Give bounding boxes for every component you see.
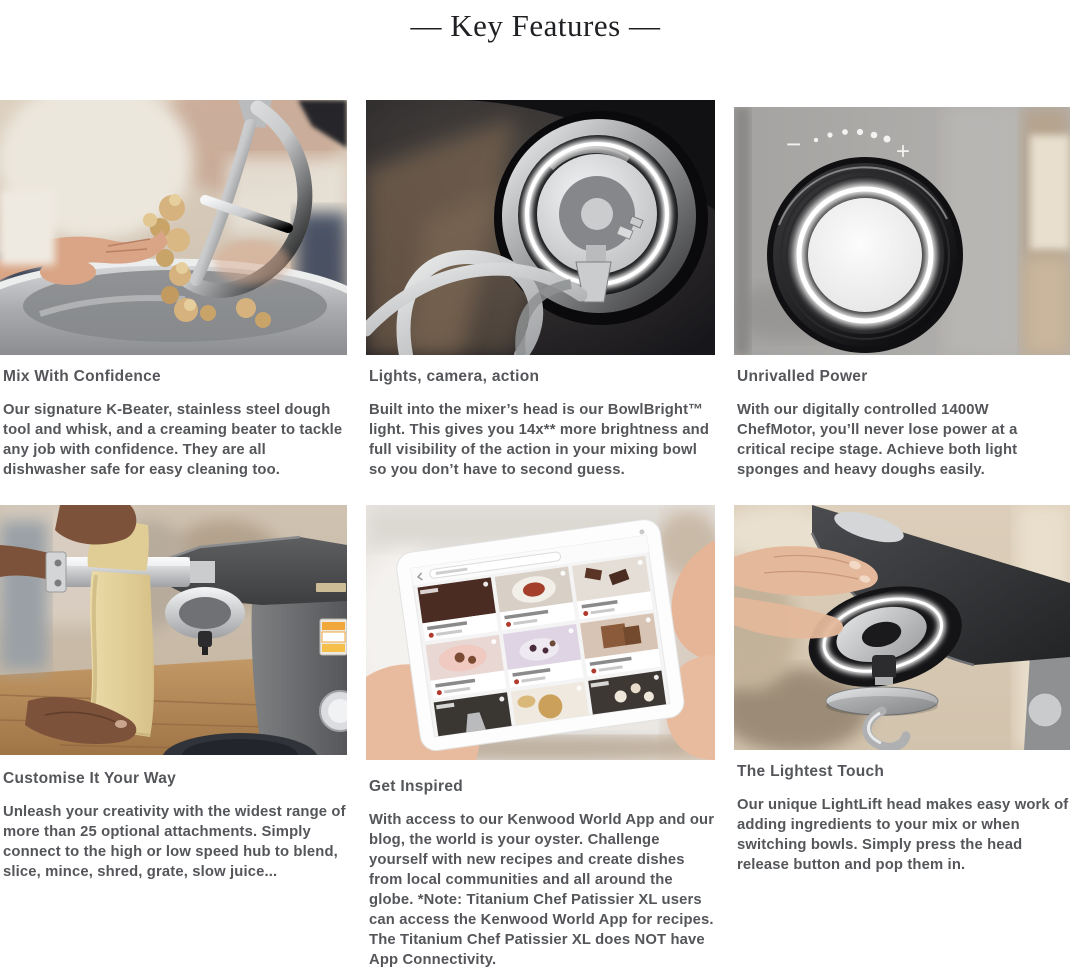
- pasta-roller-illustration: [0, 505, 347, 755]
- feature-body: With access to our Kenwood World App and our blog, the world is your oyster. Challenge yourself with new recipes and create dishes from local communities and all around the globe. *Note: Titanium Chef Patissier XL users can access the Kenwood World App for recipes. The Titanium Chef Patissier XL does NOT have App Connectivity.: [369, 812, 715, 968]
- photo-recipe-tablet: [366, 505, 715, 760]
- recipe-tablet-illustration: [366, 505, 715, 760]
- feature-title: Mix With Confidence: [3, 368, 161, 385]
- minus-icon: −: [786, 129, 802, 159]
- lightlift-illustration: [734, 505, 1070, 750]
- feature-title: The Lightest Touch: [737, 763, 885, 780]
- bowlbright-illustration: [366, 100, 715, 355]
- feature-card-mix-with-confidence: [0, 100, 347, 970]
- recipe-card-grid: [418, 556, 667, 737]
- feature-title: Customise It Your Way: [3, 770, 177, 787]
- feature-text-lights-camera-action: [366, 355, 715, 505]
- feature-text-mix-with-confidence: [0, 355, 347, 505]
- feature-body: With our digitally controlled 1400W ChefMotor, you’ll never lose power at a critical recipe stage. Achieve both light sponges and heavy doughs easily.: [737, 402, 1018, 478]
- photo-lightlift-head: [734, 505, 1070, 750]
- plus-icon: +: [896, 138, 911, 165]
- k-beater-dough-illustration: [0, 100, 347, 355]
- features-grid: [0, 100, 1071, 970]
- kenwood-badge: [316, 583, 346, 592]
- feature-text-get-inspired: [366, 760, 715, 970]
- feature-body: Unleash your creativity with the widest range of more than 25 optional attachments. Simply connect to the high or low speed hub to blend, slice, mince, shred, grate, slow juice...: [3, 804, 346, 880]
- feature-text-unrivalled-power: [734, 355, 1070, 505]
- feature-card-lights-camera-action: [366, 100, 715, 970]
- photo-bowlbright-head: [366, 100, 715, 355]
- feature-title: Get Inspired: [369, 778, 464, 795]
- speed-dial-knob: [767, 157, 963, 353]
- photo-pasta-roller: [0, 505, 347, 755]
- photo-k-beater-dough: [0, 100, 347, 355]
- feature-title: Lights, camera, action: [369, 368, 540, 385]
- feature-text-customise: [0, 755, 347, 882]
- feature-text-lightest-touch: [734, 750, 1070, 875]
- feature-body: Built into the mixer’s head is our BowlBright™ light. This gives you 14x** more brightness and full visibility of the action in your mixing bowl so you don’t have to second guess.: [369, 402, 710, 478]
- feature-body: Our signature K-Beater, stainless steel dough tool and whisk, and a creaming beater to tackle any job with confidence. They are all dishwasher safe for easy cleaning too.: [3, 402, 343, 478]
- feature-title: Unrivalled Power: [737, 368, 868, 385]
- feature-body: Our unique LightLift head makes easy work of adding ingredients to your mix or when switching bowls. Simply press the head release button and pop them in.: [737, 797, 1069, 873]
- page-title: — Key Features —: [410, 8, 661, 43]
- photo-speed-dial: [734, 107, 1070, 355]
- tablet: [395, 518, 686, 753]
- control-display: [320, 619, 347, 655]
- speed-dial-illustration: [734, 107, 1070, 355]
- feature-card-unrivalled-power: [734, 100, 1070, 970]
